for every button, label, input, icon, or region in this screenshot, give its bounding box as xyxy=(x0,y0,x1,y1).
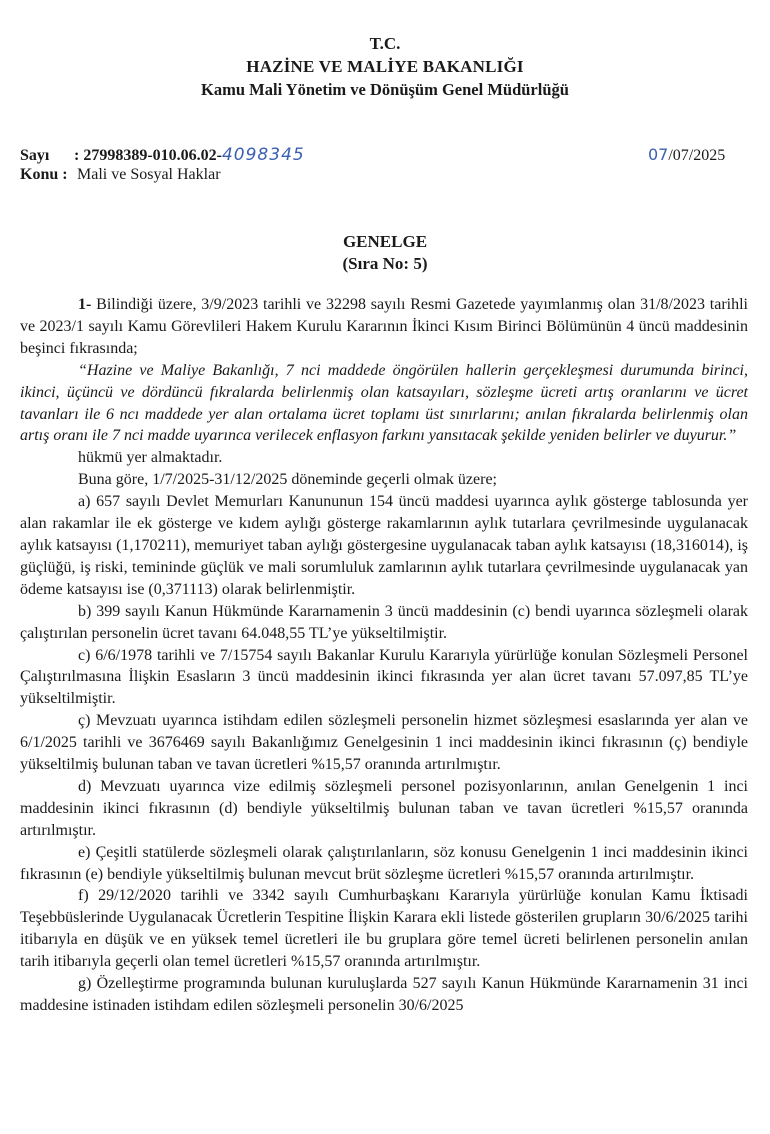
document-date xyxy=(648,145,725,165)
subject-line xyxy=(20,166,221,184)
paragraph-1-text: Bilindiği üzere, 3/9/2023 tarihli ve 32298 sayılı Resmi Gazetede yayımlanmış olan 31/8/2023 tarihli ve 2023/1 sayılı Kamu Görevlileri Hakem Kurulu Kararının İkinci Kısım Birinci Bölümünün 4 üncü maddesinin beşinci fıkrasında; xyxy=(20,296,748,357)
handwritten-number: 4098345 xyxy=(221,145,305,165)
date-day-handwritten: 07 xyxy=(648,145,669,164)
document-title: GENELGE xyxy=(342,232,428,251)
paragraph-1-number: 1- xyxy=(78,296,92,313)
item-d: d) Mevzuatı uyarınca vize edilmiş sözleşmeli personel pozisyonlarının, anılan Genelgenin 1 inci maddesinin ikinci fıkrasının (d) bendiyle yükseltilmiş bulunan taban ve tavan ücretleri %15,57 oranında artırılmıştır. xyxy=(20,777,748,839)
paragraph-hukmu: hükmü yer almaktadır. xyxy=(78,449,223,467)
paragraph-1 xyxy=(20,294,748,360)
item-f: f) 29/12/2020 tarihli ve 3342 sayılı Cumhurbaşkanı Kararıyla yürürlüğe konulan Kamu İktisadi Teşebbüslerinde Uygulanacak Ücretlerin Tespitine İlişkin Karara ekli listede gösterilen grupların 30/6/2025 tarihi itibarıyla en düşük ve en yüksek temel ücretleri ile bu gruplara göre temel ücreti belirlenen personelin anılan tarih itibarıyla geçerli olan temel ücretleri %15,57 oranında artırılmıştır. xyxy=(20,887,748,971)
sayi-value: : 27998389-010.06.02- xyxy=(74,147,222,164)
item-e: e) Çeşitli statülerde sözleşmeli olarak çalıştırılanların, söz konusu Genelgenin 1 inci maddesinin ikinci fıkrasının (e) bendiyle yükseltilmiş bulunan mevcut brüt sözleşme ücretleri %15,57 oranında artırılmıştır. xyxy=(20,843,748,883)
paragraph-buna-gore: Buna göre, 1/7/2025-31/12/2025 döneminde geçerli olmak üzere; xyxy=(78,471,497,489)
konu-label: Konu : xyxy=(20,166,68,183)
item-c: c) 6/6/1978 tarihli ve 7/15754 sayılı Bakanlar Kurulu Kararıyla yürürlüğe konulan Sözleşmeli Personel Çalıştırılmasına İlişkin Esasların 3 üncü maddesinin ikinci fıkrasında yer alan ücret tavanı 57.097,85 TL’ye yükseltilmiştir. xyxy=(20,646,748,708)
date-month-year: /07/2025 xyxy=(668,147,726,164)
item-c-cedilla: ç) Mevzuatı uyarınca istihdam edilen sözleşmeli personelin hizmet sözleşmesi esaslarında yer alan ve 6/1/2025 tarihli ve 3676469 sayılı Bakanlığımız Genelgesinin 1 inci maddesinin ikinci fıkrasının (ç) bendiyle yükseltilmiş bulunan taban ve tavan ücretleri %15,57 oranında artırılmıştır. xyxy=(20,712,748,774)
sayi-label: Sayı xyxy=(20,147,50,164)
konu-value: Mali ve Sosyal Haklar xyxy=(77,166,221,183)
reference-number-line xyxy=(20,145,305,165)
item-a: a) 657 sayılı Devlet Memurları Kanununun 154 üncü maddesi uyarınca aylık gösterge tablosunda yer alan rakamlar ile ek gösterge ve kıdem aylığı gösterge rakamlarının aylık tutarlara çevrilmesinde uygulanacak aylık katsayısı (1,170211), memuriyet taban aylığı göstergesine uygulanacak taban aylık katsayısı (18,316014), iş güçlüğü, iş riski, temininde güçlük ve mali sorumluluk zamlarının aylık tutarlara çevrilmesinde uygulanacak yan ödeme katsayısı ise (0,371113) olarak belirlenmiştir. xyxy=(20,493,748,598)
header-country: T.C. xyxy=(369,34,401,53)
quoted-provision: “Hazine ve Maliye Bakanlığı, 7 nci maddede öngörülen hallerin gerçekleşmesi durumunda birinci, ikinci, üçüncü ve dördüncü fıkralarda belirlenmiş olan katsayıları, sözleşme ücreti artış oranlarını ve ücret tavanları ile 6 ncı maddede yer alan ortalama ücret toplamı üst sınırlarını; anılan fıkralarda belirlenmiş olan artış oranı ile 7 nci madde uyarınca verilecek enflasyon farkını yansıtacak şekilde yeniden belirler ve duyurur.” xyxy=(20,361,748,445)
item-b: b) 399 sayılı Kanun Hükmünde Kararnamenin 3 üncü maddesinin (c) bendi uyarınca sözleşmeli olarak çalıştırılan personelin ücret tavanı 64.048,55 TL’ye yükseltilmiştir. xyxy=(20,602,748,642)
document-sequence-number: (Sıra No: 5) xyxy=(342,254,428,273)
document-body xyxy=(20,294,748,1017)
header-directorate: Kamu Mali Yönetim ve Dönüşüm Genel Müdürlüğü xyxy=(201,80,569,99)
header-ministry: HAZİNE VE MALİYE BAKANLIĞI xyxy=(246,57,524,76)
item-g: g) Özelleştirme programında bulunan kuruluşlarda 527 sayılı Kanun Hükmünde Kararnamenin 31 inci maddesine istinaden istihdam edilen sözleşmeli personelin 30/6/2025 xyxy=(20,975,748,1014)
